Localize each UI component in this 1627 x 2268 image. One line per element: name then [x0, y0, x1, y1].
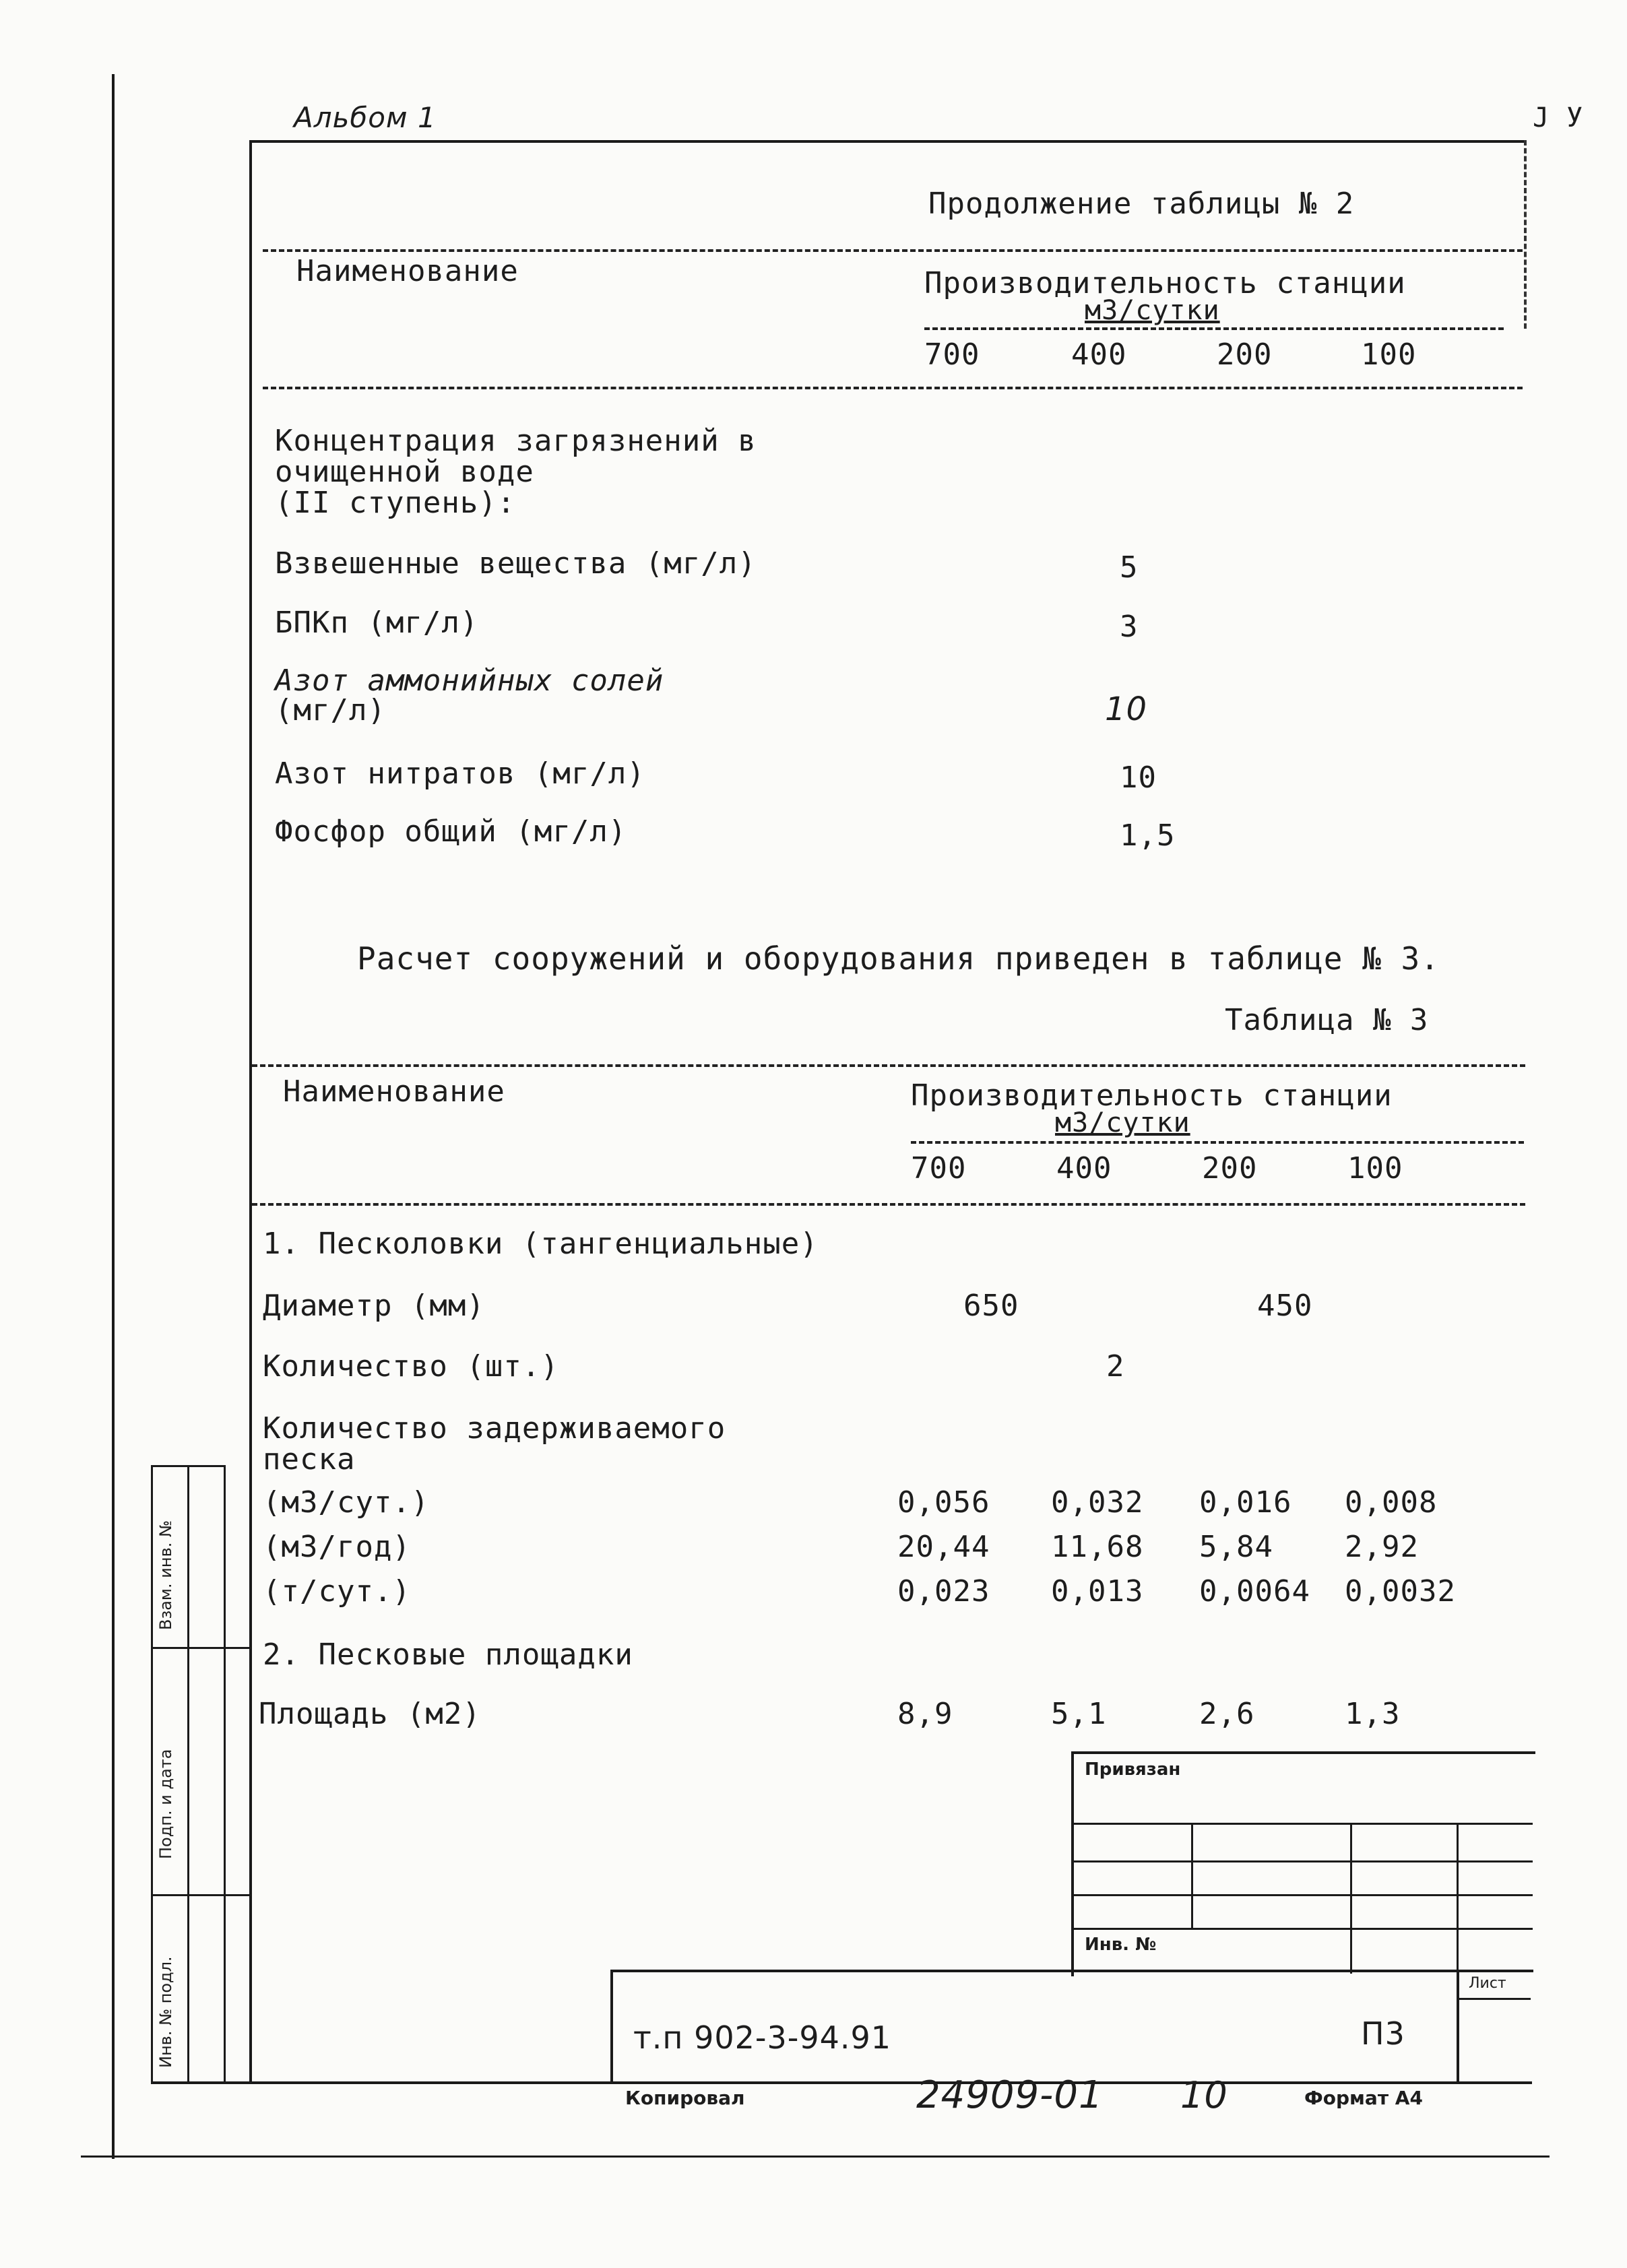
margin-label-podp: Подп. и дата [156, 1749, 175, 1859]
footer-kopiroval: Копировал [625, 2087, 745, 2109]
binding-col1 [1191, 1823, 1193, 1928]
table3-area-label: Площадь (м2) [259, 1697, 481, 1731]
binding-row4 [1071, 1928, 1533, 1930]
table3-count-value: 2 [1106, 1349, 1125, 1384]
margin-col-left [151, 1465, 153, 2081]
frame-left [249, 140, 252, 2083]
title-sheet-label-line [1457, 1998, 1531, 2000]
margin-cell-sep2 [151, 1894, 249, 1896]
table3-rule-top [252, 1064, 1525, 1067]
table3-diameter-value-200-100: 450 [1257, 1289, 1313, 1323]
table2-row-value: 1,5 [1120, 818, 1176, 853]
table3-sand-value: 0,013 [1051, 1574, 1144, 1609]
table3-sand-row-label: (м3/год) [263, 1530, 411, 1564]
table2-section-title-3: (II ступень): [275, 486, 516, 520]
frame-right-upper [1524, 140, 1529, 329]
title-sheet-divider [1457, 1970, 1459, 2081]
table2-row-value: 3 [1120, 610, 1139, 644]
table2-row-value: 5 [1120, 550, 1139, 585]
margin-col-mid [187, 1465, 189, 2081]
table2-continuation: Продолжение таблицы № 2 [928, 187, 1355, 221]
table2-row-label: Азот нитратов (мг/л) [275, 756, 645, 791]
binding-col2 [1350, 1823, 1352, 1974]
table3-col-capacity: Производительность станции [911, 1078, 1393, 1113]
table3-area-value: 2,6 [1199, 1697, 1255, 1731]
binding-stamp-label: Привязан [1085, 1759, 1181, 1780]
table3-diameter-value-700-400: 650 [963, 1289, 1019, 1323]
footer-number: 24909-01 [916, 2073, 1104, 2117]
table2-row-value: 10 [1105, 690, 1148, 728]
table2-cap-100: 100 [1361, 337, 1417, 372]
album-label: Альбом 1 [294, 101, 437, 134]
table3-section2: 2. Песковые площадки [263, 1638, 633, 1672]
table3-area-value: 1,3 [1345, 1697, 1401, 1731]
table2-rule-top [263, 249, 1523, 252]
table3-sand-value: 0,016 [1199, 1485, 1292, 1520]
binding-line [112, 74, 115, 2159]
bottom-trim-line [81, 2156, 1550, 2158]
margin-cell-top [151, 1465, 225, 1467]
table2-row-label: Фосфор общий (мг/л) [275, 814, 627, 849]
binding-row3 [1071, 1894, 1533, 1896]
margin-col-right [224, 1465, 226, 2081]
table2-cap-400: 400 [1071, 337, 1127, 372]
table3-rule-header-bottom [252, 1203, 1525, 1206]
table3-cap-100: 100 [1347, 1151, 1403, 1186]
table2-rule-sub [924, 327, 1504, 330]
table3-sand-title-1: Количество задерживаемого [263, 1411, 726, 1446]
table3-sand-row-label: (т/сут.) [263, 1574, 411, 1609]
table3-cap-400: 400 [1056, 1151, 1112, 1186]
table3-cap-200: 200 [1202, 1151, 1258, 1186]
table3-sand-value: 0,056 [897, 1485, 990, 1520]
table2-cap-200: 200 [1217, 337, 1273, 372]
table3-diameter-label: Диаметр (мм) [263, 1289, 485, 1323]
binding-col3 [1457, 1823, 1459, 1974]
table3-rule-sub [911, 1141, 1524, 1144]
table3-area-value: 5,1 [1051, 1697, 1107, 1731]
table2-row-label: БПКп (мг/л) [275, 606, 479, 640]
table2-col-name: Наименование [296, 254, 519, 288]
table3-sand-value: 0,032 [1051, 1485, 1144, 1520]
binding-row1 [1071, 1823, 1533, 1825]
table3-unit: м3/сутки [1055, 1107, 1190, 1138]
table2-unit: м3/сутки [1085, 295, 1220, 326]
margin-label-inv-podl: Инв. № подл. [156, 1956, 175, 2068]
table2-col-capacity: Производительность станции [924, 266, 1406, 300]
doc-code: т.п 902-3-94.91 [633, 2019, 892, 2056]
table3-sand-value: 2,92 [1345, 1530, 1419, 1564]
footer-sheet-no: 10 [1180, 2074, 1228, 2116]
table3-cap-700: 700 [911, 1151, 967, 1186]
table2-row-label: Взвешенные вещества (мг/л) [275, 546, 757, 581]
table3-sand-value: 20,44 [897, 1530, 990, 1564]
page-code: П3 [1361, 2015, 1405, 2052]
table3-sand-value: 0,008 [1345, 1485, 1438, 1520]
table2-section-title-2: очищенной воде [275, 455, 534, 489]
sheet-label: Лист [1469, 1975, 1506, 1992]
table2-row-value: 10 [1120, 760, 1157, 795]
table3-count-label: Количество (шт.) [263, 1349, 559, 1384]
intro-text: Расчет сооружений и оборудования приведен в таблице № 3. [357, 940, 1440, 977]
table3-section1: 1. Песколовки (тангенциальные) [263, 1227, 819, 1261]
table2-section-title-1: Концентрация загрязнений в [275, 424, 757, 458]
table2-rule-header-bottom [263, 387, 1523, 389]
table3-sand-row-label: (м3/сут.) [263, 1485, 430, 1520]
table3-sand-value: 11,68 [1051, 1530, 1144, 1564]
inv-no-label: Инв. № [1085, 1935, 1157, 1955]
table3-sand-value: 0,0064 [1199, 1574, 1310, 1609]
table2-row-label: (мг/л) [275, 693, 386, 727]
frame-top [249, 140, 1526, 143]
table3-sand-title-2: песка [263, 1442, 356, 1477]
table2-row-label: Азот аммонийных солей [275, 663, 664, 698]
table3-col-name: Наименование [283, 1074, 505, 1109]
footer-format: Формат А4 [1304, 2087, 1423, 2109]
table3-area-value: 8,9 [897, 1697, 953, 1731]
table3-sand-value: 5,84 [1199, 1530, 1273, 1564]
margin-cell-sep1 [151, 1647, 249, 1649]
table3-sand-value: 0,0032 [1345, 1574, 1456, 1609]
binding-row2 [1071, 1860, 1533, 1862]
corner-mark: J У [1533, 102, 1584, 133]
table2-cap-700: 700 [924, 337, 980, 372]
table3-sand-value: 0,023 [897, 1574, 990, 1609]
margin-label-vzam: Взам. инв. № [156, 1520, 175, 1630]
table3-title: Таблица № 3 [1225, 1003, 1429, 1037]
